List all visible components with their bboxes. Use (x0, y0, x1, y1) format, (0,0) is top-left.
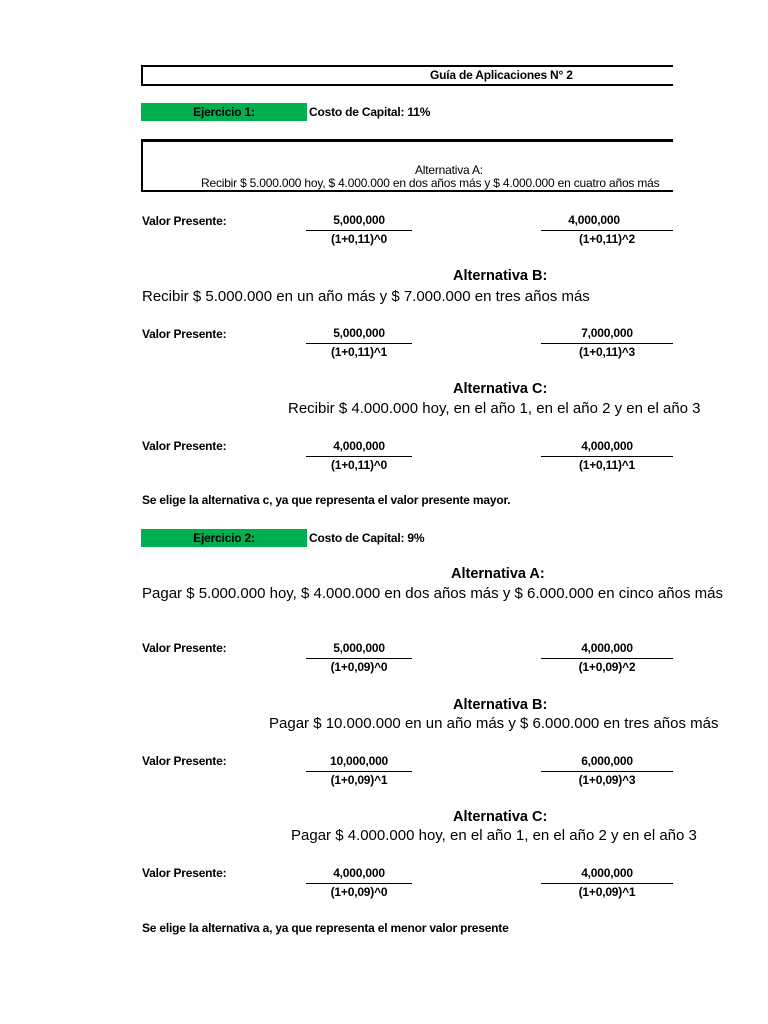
exercise-2-label: Ejercicio 2: (141, 529, 307, 547)
alt-c-title: Alternativa C: (453, 381, 548, 397)
fraction-denominator: (1+0,09)^0 (330, 885, 388, 899)
present-value-label: Valor Presente: (142, 754, 227, 768)
fraction-line (541, 658, 673, 659)
present-value-label: Valor Presente: (142, 439, 227, 453)
exercise-1-conclusion: Se elige la alternativa c, ya que representa el valor presente mayor. (142, 493, 511, 507)
fraction-numerator: 4,000,000 (333, 866, 385, 880)
present-value-label: Valor Presente: (142, 214, 227, 228)
alt-c-description-clip (285, 827, 697, 847)
alt-a-description: Pagar $ 5.000.000 hoy, $ 4.000.000 en dos años más y $ 6.000.000 en cinco años más (142, 585, 723, 602)
alt-a-description-clip (140, 585, 723, 605)
fraction-line (541, 456, 673, 457)
page-title: Guía de Aplicaciones N° 2 (430, 68, 573, 82)
alt-c-description-clip (280, 400, 701, 420)
alt-c-description: Pagar $ 4.000.000 hoy, en el año 1, en el año 2 y en el año 3 (291, 827, 697, 844)
fraction-numerator: 5,000,000 (333, 326, 385, 340)
fraction-denominator: (1+0,09)^2 (578, 660, 636, 674)
fraction-numerator: 5,000,000 (333, 213, 385, 227)
exercise-1-cost: Costo de Capital: 11% (309, 105, 431, 119)
fraction-denominator: (1+0,11)^0 (330, 458, 388, 472)
fraction-line (306, 883, 412, 884)
fraction-line (306, 658, 412, 659)
alt-a-box (141, 139, 673, 192)
fraction-line (306, 771, 412, 772)
exercise-2-cost: Costo de Capital: 9% (309, 531, 425, 545)
fraction-numerator: 10,000,000 (329, 754, 389, 768)
fraction-denominator: (1+0,09)^0 (330, 660, 388, 674)
fraction-numerator: 6,000,000 (581, 754, 633, 768)
fraction-line (541, 771, 673, 772)
fraction-line (306, 230, 412, 231)
present-value-label: Valor Presente: (142, 641, 227, 655)
fraction-numerator: 4,000,000 (581, 641, 633, 655)
alt-b-title: Alternativa B: (453, 697, 548, 713)
present-value-label: Valor Presente: (142, 327, 227, 341)
fraction-line (306, 456, 412, 457)
present-value-label: Valor Presente: (142, 866, 227, 880)
exercise-1-label: Ejercicio 1: (141, 103, 307, 121)
alt-b-description: Pagar $ 10.000.000 en un año más y $ 6.000.000 en tres años más (269, 715, 719, 732)
alt-c-description: Recibir $ 4.000.000 hoy, en el año 1, en el año 2 y en el año 3 (288, 400, 701, 417)
fraction-numerator: 5,000,000 (333, 641, 385, 655)
exercise-2-conclusion: Se elige la alternativa a, ya que representa el menor valor presente (142, 921, 509, 935)
header-box (141, 65, 673, 86)
alt-a-description: Recibir $ 5.000.000 hoy, $ 4.000.000 en dos años más y $ 4.000.000 en cuatro años más (201, 176, 660, 190)
fraction-denominator: (1+0,11)^3 (578, 345, 636, 359)
fraction-line (306, 343, 412, 344)
fraction-denominator: (1+0,11)^1 (578, 458, 636, 472)
fraction-denominator: (1+0,11)^0 (330, 232, 388, 246)
fraction-line (541, 230, 673, 231)
alt-b-description-clip (260, 715, 719, 735)
fraction-numerator: 4,000,000 (333, 439, 385, 453)
fraction-numerator: 7,000,000 (581, 326, 633, 340)
fraction-numerator: 4,000,000 (581, 866, 633, 880)
alt-c-title: Alternativa C: (453, 809, 548, 825)
fraction-denominator: (1+0,11)^2 (578, 232, 636, 246)
fraction-line (541, 883, 673, 884)
fraction-denominator: (1+0,09)^1 (330, 773, 388, 787)
alt-a-title: Alternativa A: (415, 163, 483, 177)
alt-b-description: Recibir $ 5.000.000 en un año más y $ 7.000.000 en tres años más (142, 288, 590, 305)
fraction-denominator: (1+0,09)^3 (578, 773, 636, 787)
alt-a-title: Alternativa A: (451, 566, 545, 582)
alt-b-title: Alternativa B: (453, 268, 548, 284)
fraction-denominator: (1+0,11)^1 (330, 345, 388, 359)
fraction-numerator: 4,000,000 (568, 213, 620, 227)
fraction-numerator: 4,000,000 (581, 439, 633, 453)
fraction-line (541, 343, 673, 344)
fraction-denominator: (1+0,09)^1 (578, 885, 636, 899)
